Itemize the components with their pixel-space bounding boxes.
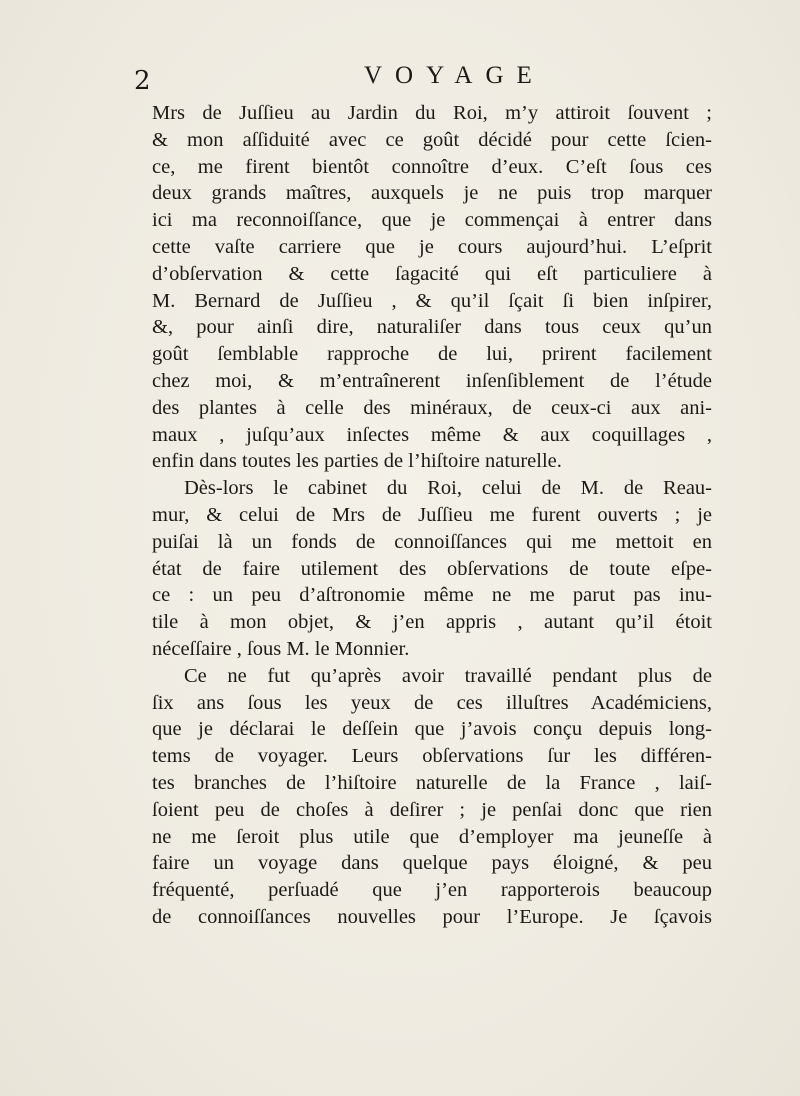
text-line: ce, me firent bientôt connoître d’eux. C’eſt ſous ces <box>152 155 712 178</box>
running-title: VOYAGE <box>364 62 545 89</box>
text-line: M. Bernard de Juſſieu , & qu’il ſçait ſi bien inſpirer, <box>152 289 712 312</box>
text-line: état de faire utilement des obſervations de toute eſpe- <box>152 557 712 580</box>
text-line: & mon aſſiduité avec ce goût décidé pour cette ſcien- <box>152 128 712 151</box>
text-line: Ce ne fut qu’après avoir travaillé pendant plus de <box>184 664 712 687</box>
text-line: goût ſemblable rapproche de lui, prirent facilement <box>152 343 712 366</box>
page-header <box>0 60 800 100</box>
text-line: ſoient peu de choſes à deſirer ; je penſai donc que rien <box>152 798 712 821</box>
text-line: mur, & celui de Mrs de Juſſieu me furent ouverts ; je <box>152 503 712 526</box>
text-line: enfin dans toutes les parties de l’hiſtoire naturelle. <box>152 450 562 473</box>
text-line: des plantes à celle des minéraux, de ceux-ci aux ani- <box>152 396 712 419</box>
text-line: chez moi, & m’entraînerent inſenſiblement de l’étude <box>152 369 712 392</box>
text-line: faire un voyage dans quelque pays éloigné, & peu <box>152 852 712 875</box>
text-line: ce : un peu d’aſtronomie même ne me parut pas inu- <box>152 584 712 607</box>
text-line: ſix ans ſous les yeux de ces illuſtres Académiciens, <box>152 691 712 714</box>
page-number: 2 <box>134 66 151 96</box>
text-line: néceſſaire , ſous M. le Monnier. <box>152 637 410 660</box>
text-line: tems de voyager. Leurs obſervations ſur les différen- <box>152 745 712 768</box>
text-line: fréquenté, perſuadé que j’en rapporterois beaucoup <box>152 879 712 902</box>
text-line: &, pour ainſi dire, naturaliſer dans tous ceux qu’un <box>152 316 712 339</box>
text-line: Dès-lors le cabinet du Roi, celui de M. de Reau- <box>184 477 712 500</box>
text-line: maux , juſqu’aux inſectes même & aux coquillages , <box>152 423 712 446</box>
text-line: d’obſervation & cette ſagacité qui eſt particuliere à <box>152 262 712 285</box>
text-line: de connoiſſances nouvelles pour l’Europe. Je ſçavois <box>152 905 712 928</box>
body-text <box>152 100 712 931</box>
text-line: ici ma reconnoiſſance, que je commençai à entrer dans <box>152 209 712 232</box>
text-line: tes branches de l’hiſtoire naturelle de la France , laiſ- <box>152 771 712 794</box>
text-line: puiſai là un fonds de connoiſſances qui me mettoit en <box>152 530 712 553</box>
text-line: ne me ſeroit plus utile que d’employer ma jeuneſſe à <box>152 825 712 848</box>
text-line: que je déclarai le deſſein que j’avois conçu depuis long- <box>152 718 712 741</box>
text-line: Mrs de Juſſieu au Jardin du Roi, m’y attiroit ſouvent ; <box>152 102 712 124</box>
text-line: deux grands maîtres, auxquels je ne puis trop marquer <box>152 182 712 205</box>
text-line: cette vaſte carriere que je cours aujourd’hui. L’eſprit <box>152 235 712 258</box>
text-line: tile à mon objet, & j’en appris , autant qu’il étoit <box>152 611 712 634</box>
